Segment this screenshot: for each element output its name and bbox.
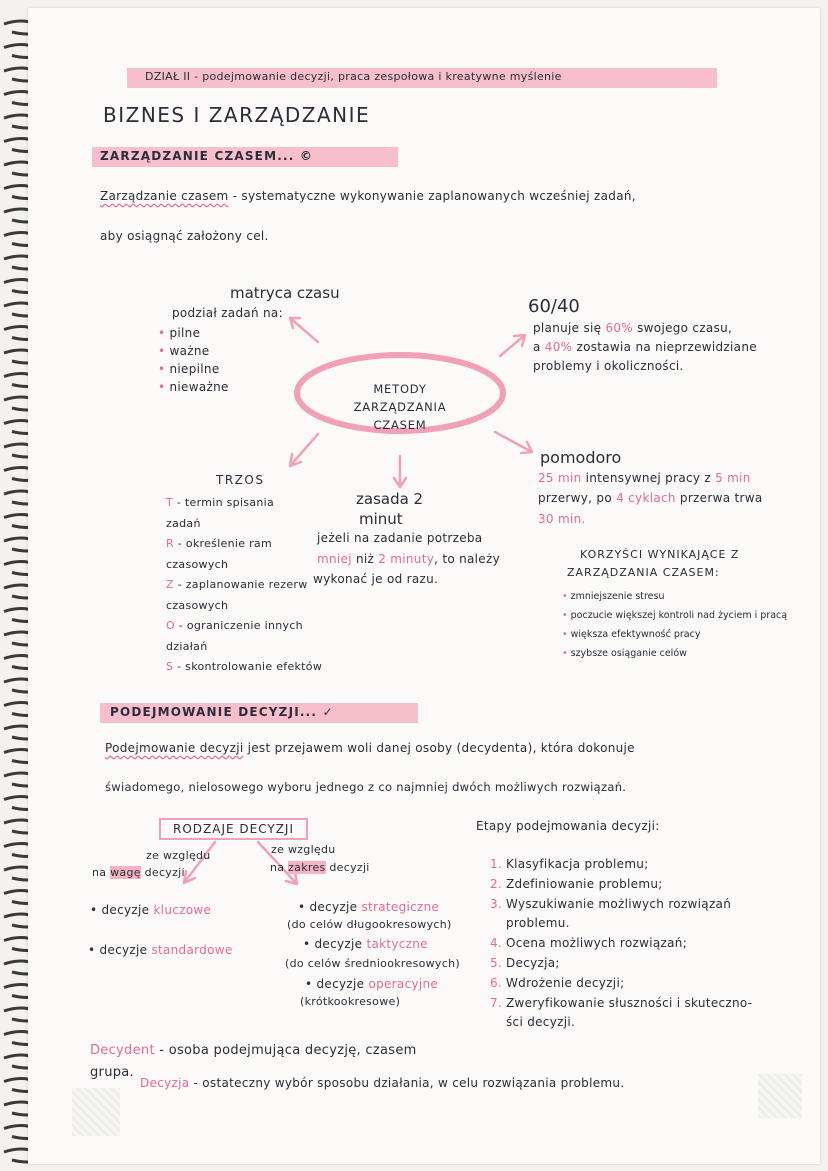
trzos-line: działań: [166, 639, 208, 653]
trzos-line: czasowych: [166, 557, 229, 571]
time-definition-line2: aby osiągnąć założony cel.: [100, 229, 269, 243]
ratio-line2: a 40% zostawia na nieprzewidziane: [533, 340, 757, 354]
two-minute-line2: mniej niż 2 minuty, to należy: [317, 552, 500, 566]
scope-criterion-line2: na zakres decyzji: [270, 861, 370, 874]
decision-definition-line2: świadomego, nielosowego wyboru jednego z co najmniej dwóch możliwych rozwiązań.: [105, 780, 627, 794]
type-operational-note: (krótkookresowe): [300, 995, 401, 1008]
stage-item: 1. Klasyfikacja problemu;: [490, 857, 649, 871]
stage-item: problemu.: [506, 916, 570, 931]
list-item: • nieważne: [158, 380, 229, 394]
ratio-title: 60/40: [528, 296, 580, 317]
two-minute-title: zasada 2: [356, 490, 424, 508]
type-tactical-note: (do celów średniookresowych): [285, 957, 460, 970]
benefits-title2: ZARZĄDZANIA CZASEM:: [567, 566, 720, 579]
two-minute-title2: minut: [359, 510, 403, 528]
stage-item: ści decyzji.: [506, 1015, 576, 1030]
decydent-definition-line2: grupa.: [90, 1065, 134, 1080]
decyzja-definition: Decyzja - ostateczny wybór sposobu działania, w celu rozwiązania problemu.: [140, 1076, 625, 1090]
scope-criterion: ze względu: [271, 843, 336, 856]
list-item: • większa efektywność pracy: [562, 629, 701, 640]
trzos-line: O - ograniczenie innych: [166, 619, 303, 632]
pomodoro-line2: przerwy, po 4 cyklach przerwa trwa: [538, 491, 763, 505]
stage-item: 3. Wyszukiwanie możliwych rozwiązań: [490, 896, 732, 911]
matrix-list: [158, 324, 229, 396]
trzos-list: [166, 493, 322, 678]
watermark-qr: [72, 1088, 120, 1136]
matrix-subtitle: podział zadań na:: [172, 306, 283, 320]
chapter-title: DZIAŁ II - podejmowanie decyzji, praca zespołowa i kreatywne myślenie: [145, 70, 562, 83]
list-item: • ważne: [158, 344, 210, 358]
list-item: • poczucie większej kontroli nad życiem i pracą: [562, 610, 788, 621]
stage-item: 6. Wdrożenie decyzji;: [490, 975, 625, 990]
weight-criterion-line2: na wagę decyzji: [92, 866, 185, 879]
two-minute-line3: wykonać je od razu.: [313, 572, 439, 586]
list-item: • zmniejszenie stresu: [562, 591, 665, 602]
trzos-line: R - określenie ram: [166, 537, 272, 550]
decision-heading: PODEJMOWANIE DECYZJI... ✓: [110, 705, 334, 719]
list-item: • szybsze osiąganie celów: [562, 648, 687, 659]
matrix-title: matryca czasu: [230, 284, 340, 302]
time-definition: [100, 189, 636, 203]
type-strategic-note: (do celów długookresowych): [287, 918, 452, 931]
decision-types-title: RODZAJE DECYZJI: [159, 818, 308, 840]
trzos-line: T - termin spisania: [166, 496, 275, 509]
decision-definition-term: Podejmowanie decyzji: [105, 741, 244, 755]
pomodoro-title: pomodoro: [540, 448, 622, 467]
time-definition-text: - systematyczne wykonywanie zaplanowanych wcześniej zadań,: [228, 189, 636, 203]
stage-item: 7. Zweryfikowanie słuszności i skuteczno-: [490, 995, 753, 1010]
list-item: • pilne: [158, 326, 201, 340]
type-key: • decyzje kluczowe: [90, 903, 212, 917]
trzos-line: Z - zaplanowanie rezerw: [166, 578, 308, 591]
watermark-logo: [758, 1074, 802, 1118]
pomodoro-line1: 25 min intensywnej pracy z 5 min: [538, 471, 751, 485]
trzos-line: zadań: [166, 516, 201, 530]
decydent-definition: Decydent - osoba podejmująca decyzję, czasem: [90, 1043, 417, 1058]
page-title: BIZNES I ZARZĄDZANIE: [103, 103, 371, 127]
stages-list: [490, 855, 752, 1033]
benefits-title: KORZYŚCI WYNIKAJĄCE Z: [580, 548, 740, 561]
stage-item: 5. Decyzja;: [490, 955, 560, 970]
trzos-line: czasowych: [166, 598, 229, 612]
ratio-line1: planuje się 60% swojego czasu,: [533, 321, 733, 335]
stage-item: 4. Ocena możliwych rozwiązań;: [490, 936, 688, 951]
two-minute-line1: jeżeli na zadanie potrzeba: [317, 531, 483, 545]
type-operational: • decyzje operacyjne: [305, 977, 439, 991]
time-heading: ZARZĄDZANIE CZASEM... ©: [100, 149, 314, 163]
decision-definition: Podejmowanie decyzji jest przejawem woli danej osoby (decydenta), która dokonuje: [105, 741, 635, 755]
time-definition-term: Zarządzanie czasem: [100, 189, 229, 203]
benefits-list: [562, 587, 787, 663]
methods-center-label: METODY ZARZĄDZANIA CZASEM: [353, 382, 447, 432]
type-standard: • decyzje standardowe: [88, 943, 233, 957]
weight-criterion: ze względu: [146, 849, 211, 862]
trzos-line: S - skontrolowanie efektów: [166, 660, 323, 673]
pomodoro-line3: 30 min.: [538, 512, 586, 526]
stages-title: Etapy podejmowania decyzji:: [476, 819, 660, 833]
stage-item: 2. Zdefiniowanie problemu;: [490, 876, 663, 891]
type-tactical: • decyzje taktyczne: [303, 937, 428, 951]
ratio-line3: problemy i okoliczności.: [533, 359, 684, 373]
trzos-title: TRZOS: [216, 473, 265, 487]
list-item: • niepilne: [158, 362, 220, 376]
type-strategic: • decyzje strategiczne: [298, 900, 440, 914]
